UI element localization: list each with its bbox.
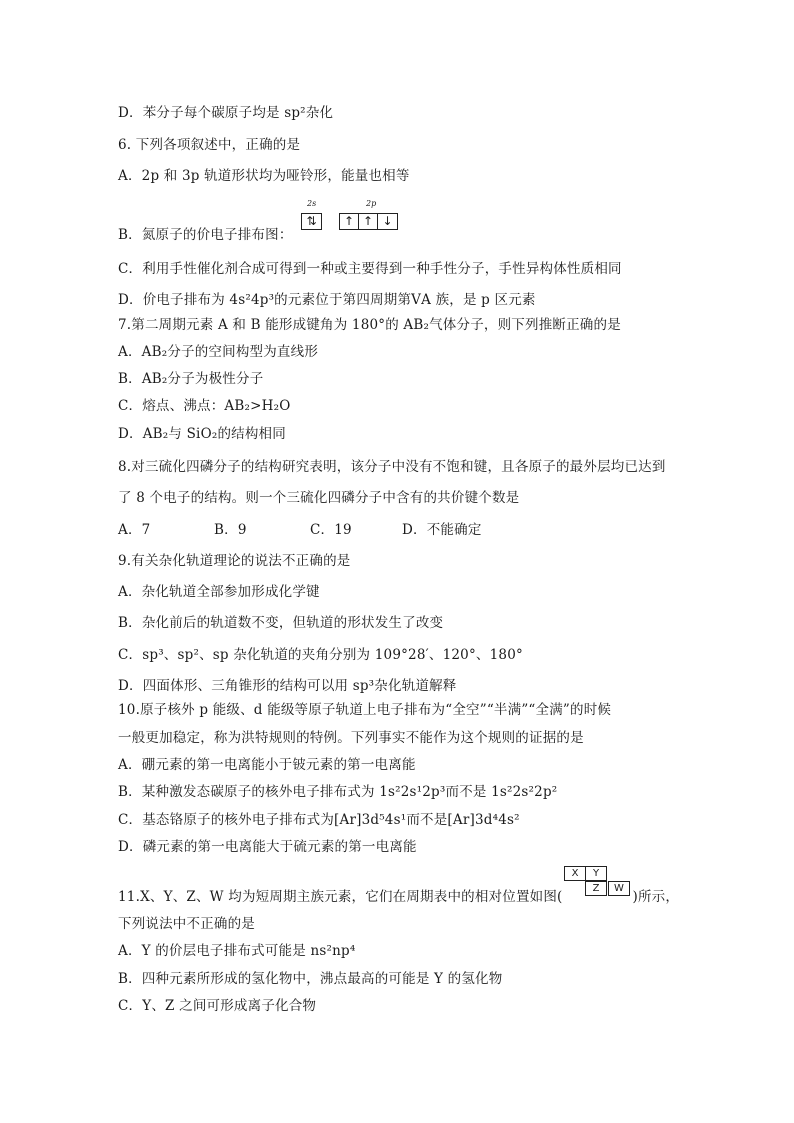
q8-option-c: C．19 <box>310 522 352 538</box>
q8-option-d: D．不能确定 <box>402 522 482 538</box>
q8-option-a: A．7 <box>118 522 151 538</box>
orbital-cell-2s: ⇅ <box>306 214 317 228</box>
periodic-cell-y: Y <box>585 866 607 881</box>
q9-option-c: C．sp³、sp²、sp 杂化轨道的夹角分别为 109°28′、120°、180° <box>118 647 523 663</box>
q10-option-b: B．某种激发态碳原子的核外电子排布式为 1s²2s¹2p³而不是 1s²2s²2p² <box>118 784 558 800</box>
q6-option-b: B．氮原子的价电子排布图： <box>118 227 293 243</box>
q8-stem-line1: 8.对三硫化四磷分子的结构研究表明，该分子中没有不饱和键，且各原子的最外层均已达到 <box>118 459 666 475</box>
q11-option-c: C．Y、Z 之间可形成离子化合物 <box>118 998 317 1014</box>
q6-option-d: D．价电子排布为 4s²4p³的元素位于第四周期第ⅤA 族，是 p 区元素 <box>118 292 536 308</box>
orbital-label-2p: 2p <box>366 199 377 208</box>
q7-option-b: B．AB₂分子为极性分子 <box>118 371 264 387</box>
q8-options <box>118 521 482 539</box>
q10-stem-line1: 10.原子核外 p 能级、d 能级等原子轨道上电子排布为“全空”“半满”“全满”的时候 <box>118 702 612 718</box>
periodic-cell-z: Z <box>585 881 607 896</box>
q9-option-d: D．四面体形、三角锥形的结构可以用 sp³杂化轨道解释 <box>118 678 457 694</box>
q6-option-a: A．2p 和 3p 轨道形状均为哑铃形，能量也相等 <box>118 168 410 184</box>
q11-stem-line1 <box>118 888 679 906</box>
orbital-box-2s <box>301 213 322 230</box>
orbital-cell-2p-3: ↓ <box>382 214 393 228</box>
orbital-label-2s: 2s <box>307 199 317 208</box>
q9-option-b: B．杂化前后的轨道数不变，但轨道的形状发生了改变 <box>118 615 444 631</box>
q6-option-c: C．利用手性催化剂合成可得到一种或主要得到一种手性分子，手性异构体性质相同 <box>118 261 622 277</box>
q8-stem-line2: 了 8 个电子的结构。则一个三硫化四磷分子中含有的共价键个数是 <box>118 490 520 506</box>
q11-stem-pre: 11.X、Y、Z、W 均为短周期主族元素，它们在周期表中的相对位置如图( <box>118 889 563 905</box>
q5-option-d: D．苯分子每个碳原子均是 sp²杂化 <box>118 105 334 121</box>
q10-stem-line2: 一般更加稳定，称为洪特规则的特例。下列事实不能作为这个规则的证据的是 <box>118 730 584 746</box>
q6-stem: 6. 下列各项叙述中，正确的是 <box>118 137 301 153</box>
q11-option-a: A．Y 的价层电子排布式可能是 ns²np⁴ <box>118 943 356 959</box>
q11-option-b: B．四种元素所形成的氢化物中，沸点最高的可能是 Y 的氢化物 <box>118 971 503 987</box>
q9-option-a: A．杂化轨道全部参加形成化学键 <box>118 584 320 600</box>
q10-option-a: A．硼元素的第一电离能小于铍元素的第一电离能 <box>118 757 416 773</box>
orbital-cell-2p-2: ↑ <box>359 214 378 229</box>
q10-option-d: D．磷元素的第一电离能大于硫元素的第一电离能 <box>118 839 417 855</box>
q7-option-a: A．AB₂分子的空间构型为直线形 <box>118 344 319 360</box>
orbital-box-2p <box>339 213 398 230</box>
q10-option-c: C．基态铬原子的核外电子排布式为[Ar]3d⁵4s¹而不是[Ar]3d⁴4s² <box>118 812 520 828</box>
periodic-cell-w: W <box>608 881 630 896</box>
q7-stem: 7.第二周期元素 A 和 B 能形成键角为 180°的 AB₂气体分子，则下列推断正确的是 <box>118 317 621 333</box>
q7-option-d: D．AB₂与 SiO₂的结构相同 <box>118 426 286 442</box>
q11-stem-line2: 下列说法中不正确的是 <box>118 916 255 932</box>
q11-stem-post: )所示， <box>632 889 680 905</box>
q9-stem: 9.有关杂化轨道理论的说法不正确的是 <box>118 553 351 569</box>
periodic-cell-x: X <box>564 866 586 881</box>
q7-option-c: C．熔点、沸点：AB₂>H₂O <box>118 398 291 414</box>
orbital-cell-2p-1: ↑ <box>340 214 359 229</box>
q8-option-b: B．9 <box>214 522 247 538</box>
